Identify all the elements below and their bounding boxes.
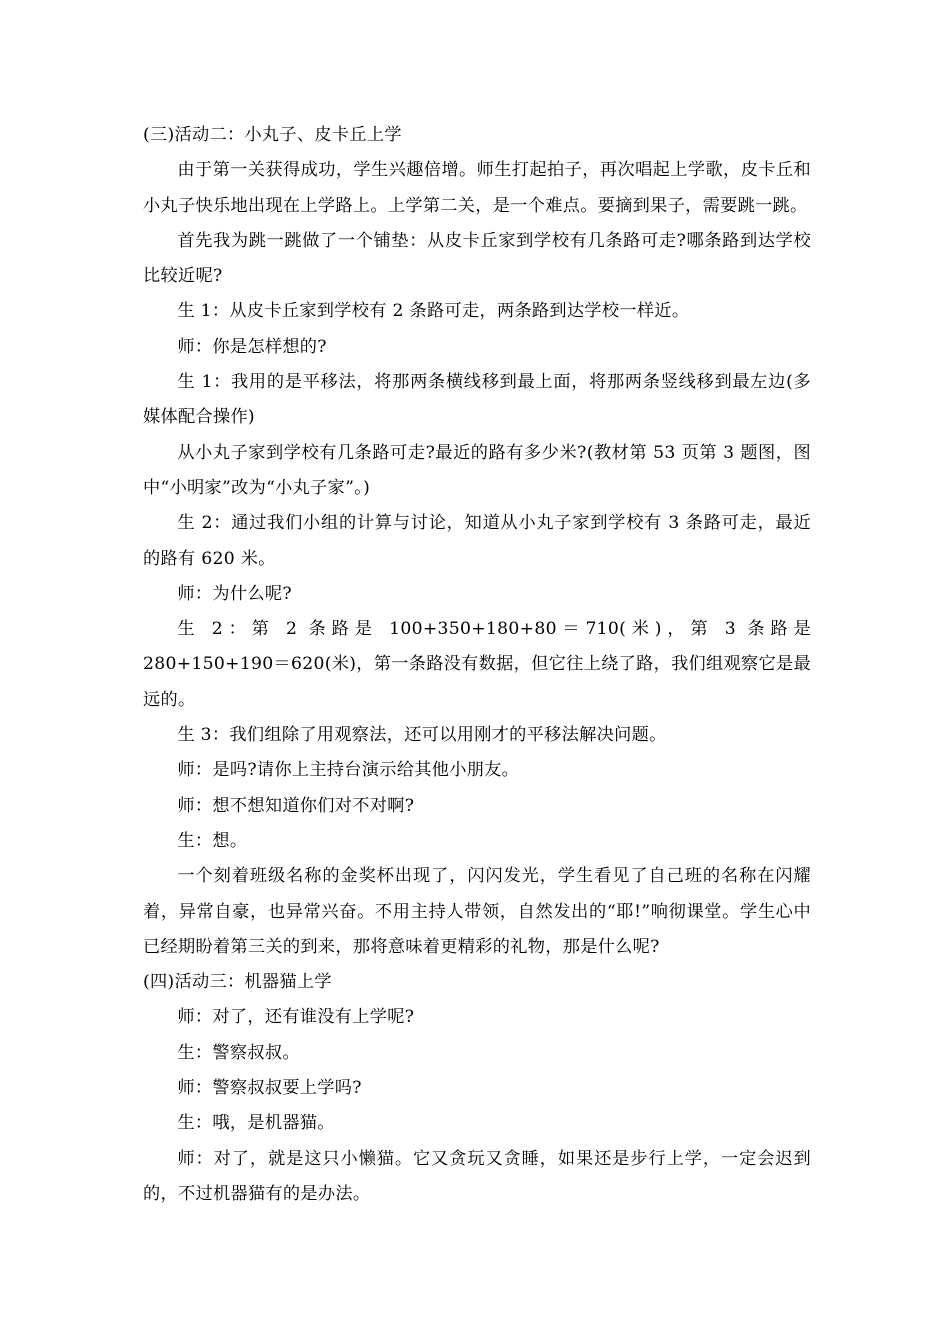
dialogue-line: 生：想。 xyxy=(177,830,248,851)
dialogue-line: 生 1：从皮卡丘家到学校有 2 条路可走，两条路到达学校一样近。 xyxy=(177,301,690,322)
dialogue-line: 生 3：我们组除了用观察法，还可以用刚才的平移法解决问题。 xyxy=(177,725,667,746)
dialogue-line: 师：想不想知道你们对不对啊? xyxy=(177,795,415,816)
section-heading-activity-two: (三)活动二：小丸子、皮卡丘上学 xyxy=(143,125,402,145)
dialogue-line: 师：你是怎样想的? xyxy=(177,336,327,357)
paragraph: 一个刻着班级名称的金奖杯出现了，闪闪发光，学生看见了自己班的名称在闪耀着，异常自豪，也异常兴奋。不用主持人带领，自然发出的“耶!”响彻课堂。学生心中已经期盼着第三关的到来，那将意味着更精彩的礼物，那是什么呢? xyxy=(143,866,811,957)
dialogue-line: 生 2：通过我们小组的计算与讨论，知道从小丸子家到学校有 3 条路可走，最近的路有 620 米。 xyxy=(143,513,811,569)
dialogue-line: 生：哦，是机器猫。 xyxy=(177,1113,335,1134)
dialogue-line: 师：警察叔叔要上学吗? xyxy=(177,1078,362,1099)
paragraph: 由于第一关获得成功，学生兴趣倍增。师生打起拍子，再次唱起上学歌，皮卡丘和小丸子快乐地出现在上学路上。上学第二关，是一个难点。要摘到果子，需要跳一跳。 xyxy=(143,160,811,216)
dialogue-line: 生：警察叔叔。 xyxy=(177,1042,300,1063)
dialogue-line: 生 1：我用的是平移法，将那两条横线移到最上面，将那两条竖线移到最左边(多媒体配合操作) xyxy=(143,372,811,428)
dialogue-line: 师：对了，还有谁没有上学呢? xyxy=(177,1007,415,1028)
paragraph: 从小丸子家到学校有几条路可走?最近的路有多少米?(教材第 53 页第 3 题图，图中“小明家”改为“小丸子家”。) xyxy=(143,442,811,498)
dialogue-line: 师：为什么呢? xyxy=(177,583,292,604)
paragraph: 首先我为跳一跳做了一个铺垫：从皮卡丘家到学校有几条路可走?哪条路到达学校比较近呢? xyxy=(143,230,811,287)
dialogue-line: 师：对了，就是这只小懒猫。它又贪玩又贪睡，如果还是步行上学，一定会迟到的，不过机器猫有的是办法。 xyxy=(143,1148,811,1204)
dialogue-line: 生 2：第 2 条路是 100+350+180+80＝710(米)，第 3 条路是 280+150+190＝620(米)，第一条路没有数据，但它往上绕了路，我们组观察它是最远的。 xyxy=(143,619,811,710)
section-heading-activity-three: (四)活动三：机器猫上学 xyxy=(143,972,332,993)
document-page xyxy=(143,118,811,1212)
dialogue-line: 师：是吗?请你上主持台演示给其他小朋友。 xyxy=(177,760,520,781)
